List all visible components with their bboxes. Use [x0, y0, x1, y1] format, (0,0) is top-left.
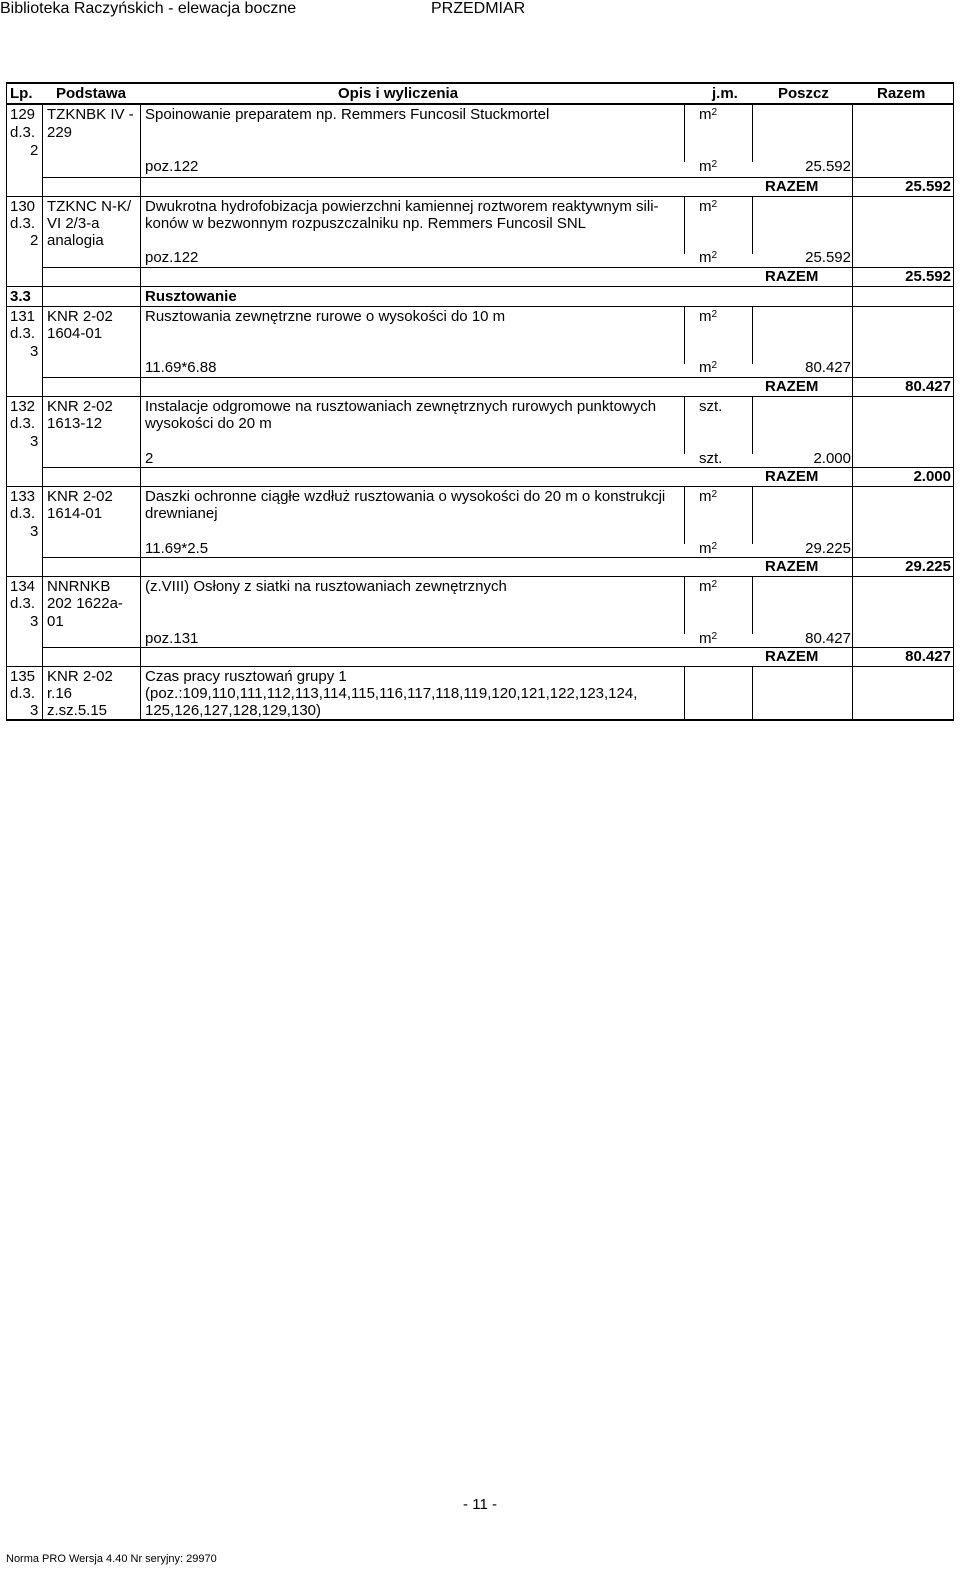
razem-label: RAZEM	[765, 648, 819, 665]
row-separator	[6, 396, 954, 397]
lp-suffix: 3	[30, 523, 39, 540]
calc-expression: 2	[145, 450, 154, 467]
podstawa-line: KNR 2-02	[47, 488, 113, 505]
opis-line: wysokości do 20 m	[145, 415, 272, 432]
podstawa-line: NNRNKB	[47, 578, 111, 595]
column-separator-jm	[752, 396, 753, 454]
lp-dept: d.3.	[10, 595, 36, 612]
razem-label: RAZEM	[765, 178, 819, 195]
table-top-border	[6, 82, 954, 84]
lp-number: 129	[10, 106, 36, 123]
lp-suffix: 3	[30, 343, 39, 360]
podstawa-line: KNR 2-02	[47, 668, 113, 685]
poszcz-value: 25.592	[805, 158, 851, 175]
poszcz-value: 25.592	[805, 249, 851, 266]
column-separator-jm	[752, 666, 753, 719]
poszcz-value: 80.427	[805, 630, 851, 647]
calc-unit: $m^2$	[699, 158, 718, 175]
column-separator-opis	[684, 576, 685, 634]
column-separator-opis	[684, 306, 685, 364]
column-header-poszcz: Poszcz	[778, 85, 829, 102]
calc-expression: poz.122	[145, 158, 199, 175]
table-bottom-border	[6, 719, 954, 721]
opis-line: konów w bezwonnym rozpuszczalniku np. Remmers Funcosil SNL	[145, 215, 587, 232]
podstawa-line: TZKNBK IV -	[47, 106, 134, 123]
section-number: 3.3	[10, 288, 31, 305]
jm-unit: $m^2$	[699, 198, 718, 215]
opis-line: Instalacje odgromowe na rusztowaniach zewnętrznych rurowych punktowych	[145, 398, 657, 415]
lp-number: 132	[10, 398, 36, 415]
podstawa-line: TZKNC N-K/	[47, 198, 132, 215]
lp-number: 130	[10, 198, 36, 215]
page-number: - 11 -	[463, 1496, 497, 1513]
row-separator	[6, 306, 954, 307]
lp-number: 131	[10, 308, 36, 325]
calc-unit: $m^2$	[699, 630, 718, 647]
opis-line: Dwukrotna hydrofobizacja powierzchni kamiennej roztworem reaktywnym sili-	[145, 198, 659, 215]
poszcz-value: 2.000	[813, 450, 851, 467]
lp-dept: d.3.	[10, 685, 36, 702]
row-separator	[6, 286, 954, 287]
lp-suffix: 2	[30, 232, 39, 249]
lp-suffix: 3	[30, 702, 39, 719]
razem-value: 80.427	[905, 648, 951, 665]
razem-label: RAZEM	[765, 468, 819, 485]
column-separator-opis	[684, 666, 685, 719]
podstawa-line: 1604-01	[47, 325, 103, 342]
column-separator-jm	[752, 306, 753, 364]
lp-dept: d.3.	[10, 124, 36, 141]
table-left-border	[6, 82, 7, 721]
lp-dept: d.3.	[10, 215, 36, 232]
calc-expression: poz.122	[145, 249, 199, 266]
opis-line: (poz.:109,110,111,112,113,114,115,116,117,118,119,120,121,122,123,124,	[145, 685, 638, 702]
lp-suffix: 2	[30, 142, 39, 159]
podstawa-line: VI 2/3-a	[47, 215, 100, 232]
razem-value: 2.000	[913, 468, 951, 485]
opis-line: 125,126,127,128,129,130)	[145, 702, 321, 719]
razem-label: RAZEM	[765, 268, 819, 285]
section-title: Rusztowanie	[145, 288, 237, 305]
row-separator	[6, 666, 954, 667]
opis-line: drewnianej	[145, 505, 218, 522]
lp-number: 134	[10, 578, 36, 595]
opis-line: Czas pracy rusztowań grupy 1	[145, 668, 347, 685]
poszcz-value: 29.225	[805, 540, 851, 557]
razem-value: 25.592	[905, 178, 951, 195]
podstawa-line: 229	[47, 124, 73, 141]
podstawa-line: z.sz.5.15	[47, 702, 108, 719]
podstawa-line: analogia	[47, 232, 104, 249]
calc-unit: $m^2$	[699, 359, 718, 376]
lp-dept: d.3.	[10, 415, 36, 432]
lp-dept: d.3.	[10, 505, 36, 522]
lp-number: 133	[10, 488, 36, 505]
column-separator-opis	[684, 486, 685, 544]
razem-value: 80.427	[905, 378, 951, 395]
calc-expression: 11.69*6.88	[145, 359, 217, 376]
jm-unit: $m^2$	[699, 106, 718, 123]
poszcz-value: 80.427	[805, 359, 851, 376]
jm-unit: szt.	[699, 398, 723, 415]
row-separator	[6, 486, 954, 487]
jm-unit: $m^2$	[699, 308, 718, 325]
footer-software-info: Norma PRO Wersja 4.40 Nr seryjny: 29970	[6, 1553, 217, 1565]
column-separator-opis	[684, 104, 685, 162]
lp-dept: d.3.	[10, 325, 36, 342]
razem-value: 29.225	[905, 558, 951, 575]
column-header-lp: Lp.	[10, 85, 33, 102]
calc-unit: szt.	[699, 450, 723, 467]
row-separator	[6, 576, 954, 577]
column-separator-jm	[752, 576, 753, 634]
column-separator-jm	[752, 104, 753, 162]
jm-unit: $m^2$	[699, 488, 718, 505]
razem-label: RAZEM	[765, 558, 819, 575]
column-separator-jm	[752, 486, 753, 544]
column-header-opis: Opis i wyliczenia	[338, 85, 459, 102]
podstawa-line: 1614-01	[47, 505, 103, 522]
row-separator	[6, 196, 954, 197]
podstawa-line: KNR 2-02	[47, 398, 113, 415]
podstawa-line: r.16	[47, 685, 73, 702]
jm-unit: $m^2$	[699, 578, 718, 595]
column-header-razem: Razem	[877, 85, 926, 102]
column-separator-jm	[752, 196, 753, 254]
calc-unit: $m^2$	[699, 249, 718, 266]
document-title: Biblioteka Raczyńskich - elewacja boczne	[0, 0, 297, 17]
column-header-jm: j.m.	[712, 85, 738, 102]
lp-suffix: 3	[30, 433, 39, 450]
podstawa-line: KNR 2-02	[47, 308, 113, 325]
calc-expression: poz.131	[145, 630, 199, 647]
podstawa-line: 202 1622a-	[47, 595, 123, 612]
table-header-bottom-border	[6, 103, 954, 105]
podstawa-line: 1613-12	[47, 415, 103, 432]
lp-number: 135	[10, 668, 36, 685]
podstawa-line: 01	[47, 613, 64, 630]
opis-line: Spoinowanie preparatem np. Remmers Funcosil Stuckmortel	[145, 106, 550, 123]
opis-line: Daszki ochronne ciągłe wzdłuż rusztowania o wysokości do 20 m o konstrukcji	[145, 488, 666, 505]
opis-line: Rusztowania zewnętrzne rurowe o wysokości do 10 m	[145, 308, 506, 325]
opis-line: (z.VIII) Osłony z siatki na rusztowaniach zewnętrznych	[145, 578, 507, 595]
razem-label: RAZEM	[765, 378, 819, 395]
table-right-border	[953, 82, 954, 721]
lp-suffix: 3	[30, 613, 39, 630]
document-type: PRZEDMIAR	[431, 0, 526, 17]
razem-value: 25.592	[905, 268, 951, 285]
column-separator-opis	[684, 396, 685, 454]
column-header-podstawa: Podstawa	[56, 85, 127, 102]
calc-expression: 11.69*2.5	[145, 540, 209, 557]
column-separator-opis	[684, 196, 685, 254]
calc-unit: $m^2$	[699, 540, 718, 557]
